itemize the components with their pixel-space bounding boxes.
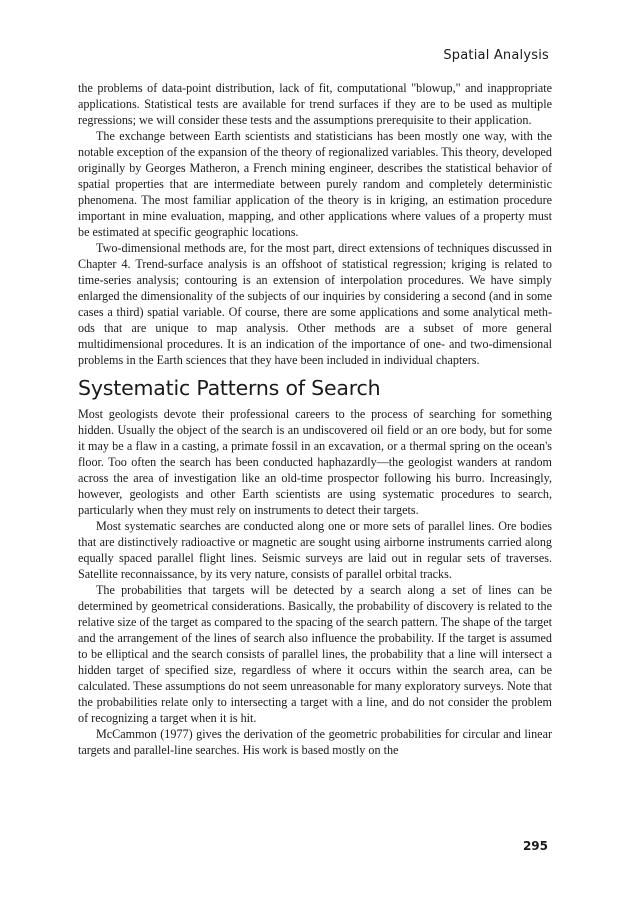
- running-head: Spatial Analysis: [443, 48, 549, 63]
- paragraph: Two-dimensional methods are, for the most part, direct extensions of techniques discussed in Chapter 4. Trend-surface analysis is an offshoot of statistical regression; kriging is related to time-series analysis; contouring is an extension of interpolation procedures. We have simply enlarged the dimensionality of the subjects of our inquiries by considering a second (and in some cases a third) spatial variable. Of course, there are some applications and some analytical methods that are unique to map analysis. Other methods are a subset of more general multidimensional procedures. It is an indication of the importance of one- and two-dimensional problems in the Earth sciences that they have been included in individual chapters.: [78, 241, 552, 367]
- body-text: [78, 80, 552, 758]
- section-heading: Systematic Patterns of Search: [78, 376, 381, 400]
- paragraph: the problems of data-point distribution, lack of fit, computational "blowup," and inappropriate applications. Statistical tests are available for trend surfaces if they are to be used as multiple regressions; we will consider these tests and the assumptions prerequisite to their application.: [78, 81, 552, 127]
- page-number: 295: [522, 839, 548, 853]
- paragraph: Most geologists devote their professional careers to the process of searching for something hidden. Usually the object of the search is an undiscovered oil field or an ore body, but for some it may be a flaw in a casting, a primate fossil in an excavation, or a thermal spring on the ocean's floor. Too often the search has been conducted haphazardly—the geologist wanders at random across the area of investigation like an old-time prospector following his burro. Increasingly, however, geologists and other Earth scientists are using systematic procedures to search, particularly when they must rely on instruments to detect their targets.: [78, 407, 552, 517]
- paragraph: The exchange between Earth scientists and statisticians has been mostly one way, with the notable exception of the expansion of the theory of regionalized variables. This theory, developed originally by Georges Matheron, a French mining engineer, describes the statistical behavior of spatial properties that are intermediate between purely random and completely deterministic phenomena. The most familiar application of the theory is in kriging, an estimation procedure important in mine evaluation, mapping, and other applications where values of a property must be estimated at specific geographic locations.: [78, 129, 552, 239]
- paragraph: Most systematic searches are conducted along one or more sets of parallel lines. Ore bodies that are distinctively radioactive or magnetic are sought using airborne instruments carried along equally spaced parallel flight lines. Seismic surveys are laid out in regular sets of traverses. Satellite reconnaissance, by its very nature, consists of parallel orbital tracks.: [78, 519, 552, 581]
- paragraph: McCammon (1977) gives the derivation of the geometric probabilities for circular and linear targets and parallel-line searches. His work is based mostly on the: [78, 727, 552, 757]
- paragraph: The probabilities that targets will be detected by a search along a set of lines can be determined by geometrical considerations. Basically, the probability of discovery is related to the relative size of the target as compared to the spacing of the search pattern. The shape of the target and the arrangement of the lines of search also influence the probability. If the target is assumed to be elliptical and the search consists of parallel lines, the probability that a line will intersect a hidden target of specified size, regardless of where it occurs within the search area, can be calculated. These assumptions do not seem unreasonable for many exploratory surveys. Note that the probabilities relate only to intersecting a target with a line, and do not consider the problem of recognizing a target when it is hit.: [78, 583, 552, 725]
